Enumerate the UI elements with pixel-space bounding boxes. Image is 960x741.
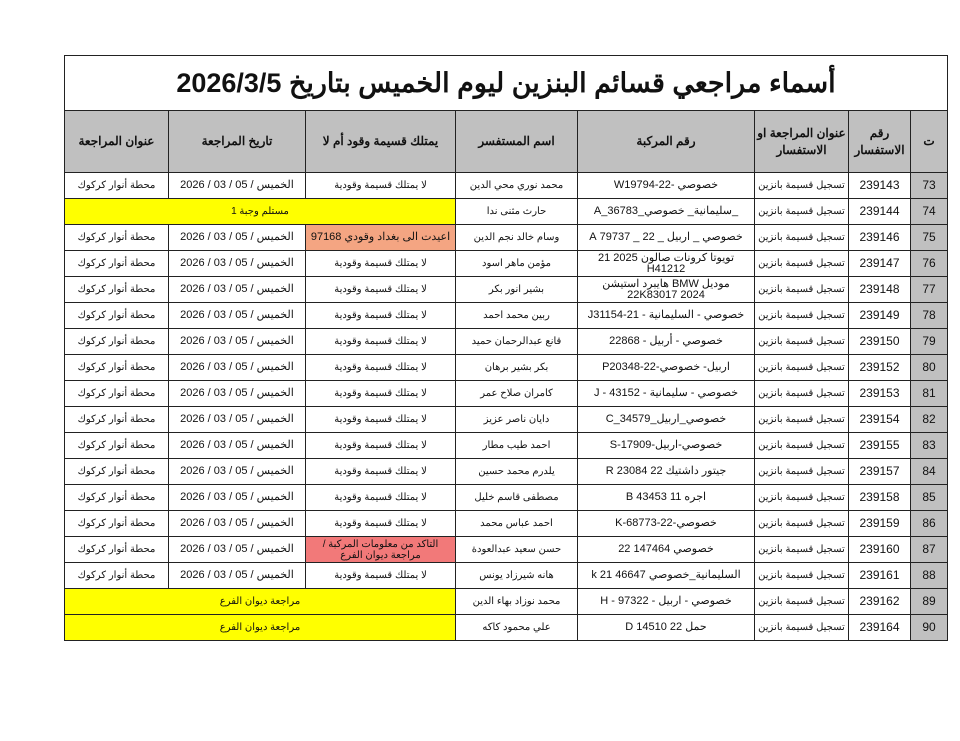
header-review-date: تاريخ المراجعة xyxy=(169,111,306,173)
cell-query-no: 239152 xyxy=(849,355,911,381)
cell-review-place: محطة أنوار كركوك xyxy=(64,433,168,459)
table-body xyxy=(64,173,947,641)
cell-query-no: 239153 xyxy=(849,381,911,407)
header-row xyxy=(64,111,947,173)
cell-review-place: محطة أنوار كركوك xyxy=(64,381,168,407)
date-value: 2026 / 03 / 05 xyxy=(180,439,248,451)
cell-plate: اربيل- خصوصي-22-P20348 xyxy=(578,355,755,381)
header-seq: ت xyxy=(911,111,948,173)
cell-subject: تسجيل قسيمة بانزين xyxy=(755,251,849,277)
table-row xyxy=(64,381,947,407)
cell-subject: تسجيل قسيمة بانزين xyxy=(755,173,849,199)
cell-has-coupon: لا يمتلك قسيمة وقودية xyxy=(306,407,456,433)
cell-subject: تسجيل قسيمة بانزين xyxy=(755,537,849,563)
date-day: الخميس xyxy=(256,231,294,243)
cell-review-place: محطة أنوار كركوك xyxy=(64,407,168,433)
cell-name: دايان ناصر عزيز xyxy=(456,407,578,433)
cell-query-no: 239159 xyxy=(849,511,911,537)
table-row xyxy=(64,615,947,641)
table-row xyxy=(64,277,947,303)
cell-name: علي محمود كاكه xyxy=(456,615,578,641)
cell-seq: 74 xyxy=(911,199,948,225)
cell-plate: خصوصي-اربيل-S-17909 xyxy=(578,433,755,459)
cell-seq: 87 xyxy=(911,537,948,563)
cell-review-date: الخميس / 2026 / 03 / 05 xyxy=(169,303,306,329)
date-day: الخميس xyxy=(256,257,294,269)
cell-name: وسام خالد نجم الدين xyxy=(456,225,578,251)
cell-name: محمد نوزاد بهاء الدين xyxy=(456,589,578,615)
fuel-coupon-sheet xyxy=(65,55,948,641)
cell-seq: 78 xyxy=(911,303,948,329)
cell-seq: 85 xyxy=(911,485,948,511)
cell-query-no: 239144 xyxy=(849,199,911,225)
cell-has-coupon: لا يمتلك قسيمة وقودية xyxy=(306,329,456,355)
table-row xyxy=(64,251,947,277)
cell-plate: خصوصي-22-K-68773 xyxy=(578,511,755,537)
date-value: 2026 / 03 / 05 xyxy=(180,283,248,295)
cell-plate: خصوصي - أربيل - 22868 xyxy=(578,329,755,355)
cell-review-date: الخميس / 2026 / 03 / 05 xyxy=(169,459,306,485)
table-row xyxy=(64,433,947,459)
cell-seq: 81 xyxy=(911,381,948,407)
cell-subject: تسجيل قسيمة بانزين xyxy=(755,511,849,537)
cell-subject: تسجيل قسيمة بانزين xyxy=(755,459,849,485)
cell-subject: تسجيل قسيمة بانزين xyxy=(755,355,849,381)
date-day: الخميس xyxy=(256,543,294,555)
cell-status-note: مراجعة ديوان الفرع xyxy=(64,615,455,641)
date-value: 2026 / 03 / 05 xyxy=(180,413,248,425)
table-row xyxy=(64,459,947,485)
cell-query-no: 239148 xyxy=(849,277,911,303)
cell-query-no: 239164 xyxy=(849,615,911,641)
cell-query-no: 239161 xyxy=(849,563,911,589)
cell-query-no: 239157 xyxy=(849,459,911,485)
cell-review-date: الخميس / 2026 / 03 / 05 xyxy=(169,381,306,407)
cell-review-place: محطة أنوار كركوك xyxy=(64,173,168,199)
header-subject: عنوان المراجعة او الاستفسار xyxy=(755,111,849,173)
cell-seq: 84 xyxy=(911,459,948,485)
table-row xyxy=(64,173,947,199)
date-value: 2026 / 03 / 05 xyxy=(180,257,248,269)
cell-name: بكر بشير برهان xyxy=(456,355,578,381)
cell-has-coupon: لا يمتلك قسيمة وقودية xyxy=(306,355,456,381)
cell-review-place: محطة أنوار كركوك xyxy=(64,225,168,251)
header-plate: رقم المركبة xyxy=(578,111,755,173)
cell-seq: 90 xyxy=(911,615,948,641)
cell-query-no: 239143 xyxy=(849,173,911,199)
cell-name: حارث مثنى ندا xyxy=(456,199,578,225)
cell-plate: خصوصي _ اربيل _ 22 _ 79737 A xyxy=(578,225,755,251)
table-row xyxy=(64,537,947,563)
cell-review-place: محطة أنوار كركوك xyxy=(64,355,168,381)
table-row xyxy=(64,355,947,381)
cell-plate: خصوصي -22-W19794 xyxy=(578,173,755,199)
header-review-place: عنوان المراجعة xyxy=(64,111,168,173)
cell-name: قانع عبدالرحمان حميد xyxy=(456,329,578,355)
cell-has-coupon: لا يمتلك قسيمة وقودية xyxy=(306,459,456,485)
cell-subject: تسجيل قسيمة بانزين xyxy=(755,563,849,589)
cell-review-date: الخميس / 2026 / 03 / 05 xyxy=(169,251,306,277)
date-day: الخميس xyxy=(256,361,294,373)
cell-status-note: مستلم وجبة 1 xyxy=(64,199,455,225)
date-day: الخميس xyxy=(256,387,294,399)
cell-seq: 89 xyxy=(911,589,948,615)
cell-subject: تسجيل قسيمة بانزين xyxy=(755,199,849,225)
cell-subject: تسجيل قسيمة بانزين xyxy=(755,329,849,355)
cell-seq: 76 xyxy=(911,251,948,277)
cell-seq: 77 xyxy=(911,277,948,303)
cell-name: ربين محمد احمد xyxy=(456,303,578,329)
cell-name: يلدرم محمد حسين xyxy=(456,459,578,485)
cell-seq: 82 xyxy=(911,407,948,433)
cell-name: احمد عباس محمد xyxy=(456,511,578,537)
cell-review-place: محطة أنوار كركوك xyxy=(64,251,168,277)
table-row xyxy=(64,199,947,225)
cell-review-date: الخميس / 2026 / 03 / 05 xyxy=(169,433,306,459)
cell-review-date: الخميس / 2026 / 03 / 05 xyxy=(169,511,306,537)
date-day: الخميس xyxy=(256,413,294,425)
cell-review-date: الخميس / 2026 / 03 / 05 xyxy=(169,485,306,511)
cell-review-place: محطة أنوار كركوك xyxy=(64,277,168,303)
cell-review-place: محطة أنوار كركوك xyxy=(64,459,168,485)
date-day: الخميس xyxy=(256,335,294,347)
cell-query-no: 239149 xyxy=(849,303,911,329)
date-value: 2026 / 03 / 05 xyxy=(180,387,248,399)
cell-plate: موديل BMW هايبرد استيشن 22K83017 2024 xyxy=(578,277,755,303)
cell-name: كامران صلاح عمر xyxy=(456,381,578,407)
cell-query-no: 239162 xyxy=(849,589,911,615)
cell-query-no: 239158 xyxy=(849,485,911,511)
cell-plate: السليمانية_خصوصي 46647 k 21 xyxy=(578,563,755,589)
cell-subject: تسجيل قسيمة بانزين xyxy=(755,407,849,433)
header-name: اسم المستفسر xyxy=(456,111,578,173)
table-row xyxy=(64,329,947,355)
date-value: 2026 / 03 / 05 xyxy=(180,179,248,191)
cell-plate: تويوتا كرونات صالون 2025 21 H41212 xyxy=(578,251,755,277)
page-title: أسماء مراجعي قسائم البنزين ليوم الخميس بتاريخ 2026/3/5 xyxy=(64,56,947,111)
cell-seq: 88 xyxy=(911,563,948,589)
cell-plate: اجره 11 B 43453 xyxy=(578,485,755,511)
cell-seq: 73 xyxy=(911,173,948,199)
reviewers-table xyxy=(64,55,948,641)
date-value: 2026 / 03 / 05 xyxy=(180,543,248,555)
cell-review-place: محطة أنوار كركوك xyxy=(64,303,168,329)
table-row xyxy=(64,511,947,537)
cell-plate: خصوصي_اربيل_C_34579 xyxy=(578,407,755,433)
table-row xyxy=(64,589,947,615)
cell-query-no: 239147 xyxy=(849,251,911,277)
cell-plate: خصوصي 147464 22 xyxy=(578,537,755,563)
date-day: الخميس xyxy=(256,491,294,503)
table-row xyxy=(64,303,947,329)
cell-seq: 80 xyxy=(911,355,948,381)
cell-has-coupon: اعيدت الى بغداد وقودي 97168 xyxy=(306,225,456,251)
cell-name: مصطفى قاسم خليل xyxy=(456,485,578,511)
cell-status-note: مراجعة ديوان الفرع xyxy=(64,589,455,615)
cell-query-no: 239154 xyxy=(849,407,911,433)
date-value: 2026 / 03 / 05 xyxy=(180,517,248,529)
cell-subject: تسجيل قسيمة بانزين xyxy=(755,433,849,459)
header-has-coupon: يمتلك قسيمة وقود أم لا xyxy=(306,111,456,173)
cell-plate: خصوصي - سليمانية - 43152 - J xyxy=(578,381,755,407)
cell-review-place: محطة أنوار كركوك xyxy=(64,329,168,355)
cell-has-coupon: لا يمتلك قسيمة وقودية xyxy=(306,433,456,459)
cell-review-place: محطة أنوار كركوك xyxy=(64,511,168,537)
cell-subject: تسجيل قسيمة بانزين xyxy=(755,225,849,251)
cell-review-date: الخميس / 2026 / 03 / 05 xyxy=(169,355,306,381)
cell-has-coupon: لا يمتلك قسيمة وقودية xyxy=(306,485,456,511)
cell-query-no: 239155 xyxy=(849,433,911,459)
cell-review-date: الخميس / 2026 / 03 / 05 xyxy=(169,277,306,303)
date-day: الخميس xyxy=(256,283,294,295)
cell-review-date: الخميس / 2026 / 03 / 05 xyxy=(169,225,306,251)
cell-plate: خصوصي - السليمانية - 21-J31154 xyxy=(578,303,755,329)
date-value: 2026 / 03 / 05 xyxy=(180,335,248,347)
table-row xyxy=(64,485,947,511)
cell-plate: _سليمانية_ خصوصي_A_36783 xyxy=(578,199,755,225)
date-value: 2026 / 03 / 05 xyxy=(180,491,248,503)
cell-subject: تسجيل قسيمة بانزين xyxy=(755,277,849,303)
header-query-no: رقم الاستفسار xyxy=(849,111,911,173)
date-value: 2026 / 03 / 05 xyxy=(180,361,248,373)
cell-plate: جيتور داشتيك 22 R 23084 xyxy=(578,459,755,485)
cell-subject: تسجيل قسيمة بانزين xyxy=(755,589,849,615)
date-day: الخميس xyxy=(256,309,294,321)
cell-has-coupon: التاكد من معلومات المركبة / مراجعة ديوان الفرع xyxy=(306,537,456,563)
date-day: الخميس xyxy=(256,569,294,581)
cell-has-coupon: لا يمتلك قسيمة وقودية xyxy=(306,303,456,329)
cell-name: محمد نوري محي الدين xyxy=(456,173,578,199)
date-day: الخميس xyxy=(256,439,294,451)
cell-seq: 86 xyxy=(911,511,948,537)
cell-subject: تسجيل قسيمة بانزين xyxy=(755,303,849,329)
date-day: الخميس xyxy=(256,517,294,529)
cell-seq: 75 xyxy=(911,225,948,251)
cell-has-coupon: لا يمتلك قسيمة وقودية xyxy=(306,511,456,537)
cell-review-place: محطة أنوار كركوك xyxy=(64,537,168,563)
date-value: 2026 / 03 / 05 xyxy=(180,465,248,477)
cell-name: هانه شيرزاد يونس xyxy=(456,563,578,589)
cell-subject: تسجيل قسيمة بانزين xyxy=(755,615,849,641)
cell-subject: تسجيل قسيمة بانزين xyxy=(755,485,849,511)
date-day: الخميس xyxy=(256,179,294,191)
cell-seq: 83 xyxy=(911,433,948,459)
cell-name: مؤمن ماهر اسود xyxy=(456,251,578,277)
table-row xyxy=(64,225,947,251)
cell-has-coupon: لا يمتلك قسيمة وقودية xyxy=(306,173,456,199)
date-value: 2026 / 03 / 05 xyxy=(180,569,248,581)
date-value: 2026 / 03 / 05 xyxy=(180,231,248,243)
cell-name: حسن سعيد عبدالعودة xyxy=(456,537,578,563)
cell-has-coupon: لا يمتلك قسيمة وقودية xyxy=(306,251,456,277)
cell-name: احمد طيب مطار xyxy=(456,433,578,459)
cell-review-date: الخميس / 2026 / 03 / 05 xyxy=(169,173,306,199)
cell-query-no: 239150 xyxy=(849,329,911,355)
cell-review-place: محطة أنوار كركوك xyxy=(64,563,168,589)
cell-review-date: الخميس / 2026 / 03 / 05 xyxy=(169,407,306,433)
date-day: الخميس xyxy=(256,465,294,477)
cell-name: بشير انور بكر xyxy=(456,277,578,303)
cell-review-date: الخميس / 2026 / 03 / 05 xyxy=(169,329,306,355)
table-row xyxy=(64,407,947,433)
cell-has-coupon: لا يمتلك قسيمة وقودية xyxy=(306,277,456,303)
cell-query-no: 239146 xyxy=(849,225,911,251)
cell-query-no: 239160 xyxy=(849,537,911,563)
cell-subject: تسجيل قسيمة بانزين xyxy=(755,381,849,407)
cell-review-date: الخميس / 2026 / 03 / 05 xyxy=(169,563,306,589)
table-row xyxy=(64,563,947,589)
date-value: 2026 / 03 / 05 xyxy=(180,309,248,321)
cell-plate: خصوصي - اربيل - 97322 - H xyxy=(578,589,755,615)
cell-plate: حمل 22 D 14510 xyxy=(578,615,755,641)
cell-has-coupon: لا يمتلك قسيمة وقودية xyxy=(306,381,456,407)
cell-review-date: الخميس / 2026 / 03 / 05 xyxy=(169,537,306,563)
cell-has-coupon: لا يمتلك قسيمة وقودية xyxy=(306,563,456,589)
cell-review-place: محطة أنوار كركوك xyxy=(64,485,168,511)
cell-seq: 79 xyxy=(911,329,948,355)
